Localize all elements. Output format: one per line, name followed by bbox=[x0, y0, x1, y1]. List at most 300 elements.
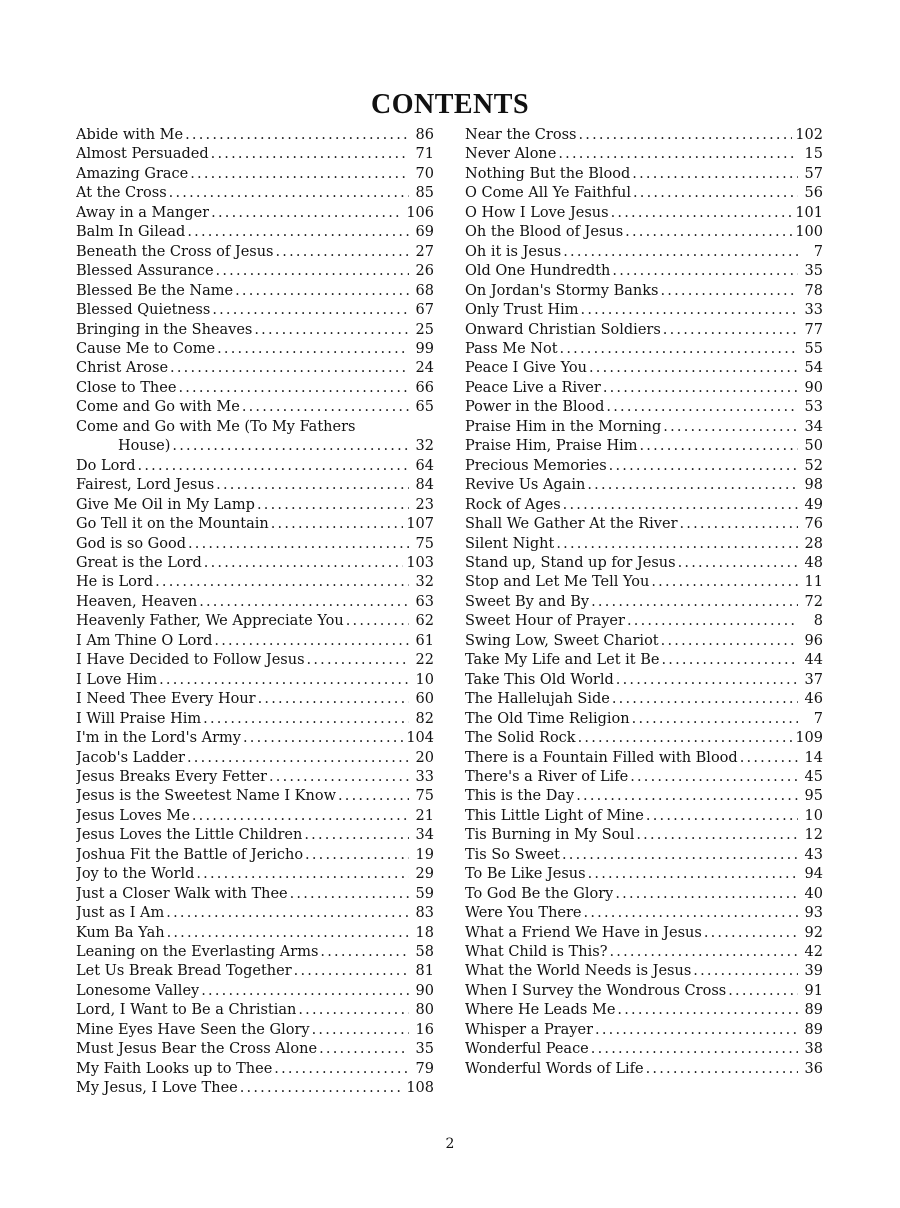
toc-entry-title: At the Cross bbox=[76, 185, 167, 202]
toc-entry bbox=[76, 904, 434, 923]
toc-entry bbox=[76, 671, 434, 690]
toc-entry-title: Where He Leads Me bbox=[465, 1002, 616, 1019]
toc-entry-page: 34 bbox=[804, 418, 823, 435]
toc-entry-title: Away in a Manger bbox=[76, 204, 210, 221]
toc-entry bbox=[76, 515, 434, 534]
toc-entry bbox=[465, 515, 823, 534]
toc-entry-title: Wonderful Words of Life bbox=[465, 1060, 644, 1077]
toc-entry-title: What a Friend We Have in Jesus bbox=[465, 924, 702, 941]
toc-entry bbox=[76, 379, 434, 398]
dot-leader bbox=[155, 573, 409, 592]
toc-entry bbox=[465, 1001, 823, 1020]
toc-entry-title: I Need Thee Every Hour bbox=[76, 691, 256, 708]
toc-entry-title: Great is the Lord bbox=[76, 554, 202, 571]
toc-entry-title: Sweet By and By bbox=[465, 593, 590, 610]
toc-entry-page: 80 bbox=[415, 1002, 434, 1019]
dot-leader bbox=[290, 885, 409, 904]
toc-entry-page: 93 bbox=[804, 905, 823, 922]
toc-entry bbox=[76, 1040, 434, 1059]
dot-leader bbox=[240, 1079, 404, 1098]
toc-entry-title: Jesus Loves the Little Children bbox=[76, 827, 303, 844]
toc-entry bbox=[465, 145, 823, 164]
dot-leader bbox=[627, 612, 798, 631]
toc-entry-title: This Little Light of Mine bbox=[465, 807, 644, 824]
toc-entry bbox=[76, 749, 434, 768]
toc-entry-page: 7 bbox=[813, 243, 823, 260]
toc-entry bbox=[465, 1021, 823, 1040]
dot-leader bbox=[235, 282, 409, 301]
toc-entry-title: What the World Needs is Jesus bbox=[465, 963, 692, 980]
toc-entry-title: Blessed Be the Name bbox=[76, 282, 234, 299]
dot-leader bbox=[660, 282, 798, 301]
toc-entry bbox=[76, 826, 434, 845]
toc-entry bbox=[465, 632, 823, 651]
toc-entry-page: 95 bbox=[804, 788, 823, 805]
toc-entry-title: Cause Me to Come bbox=[76, 340, 216, 357]
dot-leader bbox=[170, 359, 409, 378]
toc-entry bbox=[465, 126, 823, 145]
toc-entry-title: Abide with Me bbox=[76, 127, 184, 143]
toc-entry bbox=[76, 340, 434, 359]
dot-leader bbox=[663, 321, 798, 340]
toc-entry-title: Pass Me Not bbox=[465, 340, 558, 357]
dot-leader bbox=[663, 418, 798, 437]
toc-entry-title: Swing Low, Sweet Chariot bbox=[465, 632, 659, 649]
toc-entry-page: 16 bbox=[415, 1021, 434, 1038]
toc-entry bbox=[76, 476, 434, 495]
toc-entry-page: 83 bbox=[415, 905, 434, 922]
toc-entry-page: 54 bbox=[804, 360, 823, 377]
toc-entry-page: 36 bbox=[804, 1060, 823, 1077]
toc-entry-title: Praise Him in the Morning bbox=[465, 418, 662, 435]
dot-leader bbox=[216, 476, 409, 495]
toc-entry bbox=[76, 690, 434, 709]
dot-leader bbox=[728, 982, 798, 1001]
toc-entry-page: 56 bbox=[804, 185, 823, 202]
toc-entry-title: Let Us Break Bread Together bbox=[76, 963, 292, 980]
toc-entry bbox=[465, 301, 823, 320]
dot-leader bbox=[615, 885, 798, 904]
toc-entry bbox=[76, 359, 434, 378]
toc-entry-title: Onward Christian Soldiers bbox=[465, 321, 661, 338]
toc-entry-page: 64 bbox=[415, 457, 434, 474]
dot-leader bbox=[203, 710, 409, 729]
toc-entry bbox=[76, 632, 434, 651]
dot-leader bbox=[630, 768, 798, 787]
toc-entry-title: What Child is This? bbox=[465, 944, 608, 961]
toc-entry bbox=[465, 807, 823, 826]
toc-entry-title: Wonderful Peace bbox=[465, 1041, 589, 1058]
toc-entry bbox=[76, 1001, 434, 1020]
toc-entry-title: Heavenly Father, We Appreciate You bbox=[76, 613, 344, 630]
toc-entry bbox=[465, 982, 823, 1001]
dot-leader bbox=[217, 340, 409, 359]
toc-entry-title-continued: House) bbox=[118, 438, 171, 455]
dot-leader bbox=[633, 184, 798, 203]
toc-entry-page: 35 bbox=[415, 1041, 434, 1058]
toc-entry-title: Oh the Blood of Jesus bbox=[465, 224, 624, 241]
toc-entry-title: Mine Eyes Have Seen the Glory bbox=[76, 1021, 310, 1038]
dot-leader bbox=[178, 379, 409, 398]
toc-entry-title: Jesus is the Sweetest Name I Know bbox=[76, 788, 336, 805]
toc-entry-title: Amazing Grace bbox=[76, 165, 189, 182]
toc-entry-page: 46 bbox=[804, 691, 823, 708]
toc-entry-page: 85 bbox=[415, 185, 434, 202]
dot-leader bbox=[625, 223, 792, 242]
toc-entry-title: Balm In Gilead bbox=[76, 224, 186, 241]
dot-leader bbox=[651, 573, 798, 592]
dot-leader bbox=[617, 1001, 798, 1020]
toc-entry bbox=[76, 710, 434, 729]
toc-entry-page: 39 bbox=[804, 963, 823, 980]
toc-entry-title: Sweet Hour of Prayer bbox=[465, 613, 625, 630]
dot-leader bbox=[576, 787, 798, 806]
toc-entry-title: I'm in the Lord's Army bbox=[76, 730, 241, 747]
toc-entry-page: 35 bbox=[804, 263, 823, 280]
dot-leader bbox=[169, 184, 409, 203]
toc-entry-title: When I Survey the Wondrous Cross bbox=[465, 982, 727, 999]
toc-entry bbox=[465, 865, 823, 884]
toc-entry-title: Peace I Give You bbox=[465, 360, 587, 377]
toc-entry bbox=[465, 885, 823, 904]
dot-leader bbox=[609, 943, 798, 962]
toc-entry bbox=[76, 321, 434, 340]
toc-entry-title: I Love Him bbox=[76, 671, 158, 688]
toc-entry bbox=[76, 282, 434, 301]
toc-entry-page: 34 bbox=[415, 827, 434, 844]
toc-entry-page: 71 bbox=[415, 146, 434, 163]
toc-entry bbox=[465, 593, 823, 612]
toc-entry-page: 75 bbox=[415, 535, 434, 552]
dot-leader bbox=[214, 632, 409, 651]
dot-leader bbox=[558, 145, 798, 164]
toc-entry-page: 11 bbox=[804, 574, 823, 591]
toc-entry bbox=[76, 535, 434, 554]
dot-leader bbox=[190, 165, 409, 184]
toc-entry-title: Never Alone bbox=[465, 146, 557, 163]
toc-entry-page: 94 bbox=[804, 866, 823, 883]
toc-entry bbox=[76, 418, 434, 457]
toc-entry bbox=[76, 1021, 434, 1040]
toc-entry-page: 50 bbox=[804, 438, 823, 455]
dot-leader bbox=[693, 962, 798, 981]
toc-entry-title: Beneath the Cross of Jesus bbox=[76, 243, 274, 260]
toc-entry-title: Jesus Loves Me bbox=[76, 807, 190, 824]
toc-entry-page: 18 bbox=[415, 924, 434, 941]
toc-entry-title: Take My Life and Let it Be bbox=[465, 652, 660, 669]
toc-entry-title: Give Me Oil in My Lamp bbox=[76, 496, 255, 513]
toc-entry bbox=[76, 573, 434, 592]
toc-entry bbox=[76, 768, 434, 787]
toc-entry bbox=[76, 612, 434, 631]
toc-entry-title: O How I Love Jesus bbox=[465, 204, 609, 221]
toc-entry bbox=[76, 865, 434, 884]
toc-entry bbox=[76, 787, 434, 806]
dot-leader bbox=[578, 729, 793, 748]
toc-right-column bbox=[465, 126, 823, 1079]
toc-entry-page: 108 bbox=[406, 1080, 434, 1097]
toc-entry-page: 91 bbox=[804, 982, 823, 999]
toc-entry-title: Fairest, Lord Jesus bbox=[76, 477, 215, 494]
toc-entry-title: I Will Praise Him bbox=[76, 710, 202, 727]
toc-entry bbox=[465, 904, 823, 923]
toc-entry bbox=[465, 223, 823, 242]
toc-entry bbox=[76, 729, 434, 748]
dot-leader bbox=[276, 243, 410, 262]
toc-entry-page: 101 bbox=[795, 204, 823, 221]
dot-leader bbox=[242, 398, 409, 417]
toc-entry-page: 104 bbox=[406, 730, 434, 747]
toc-entry-title: Heaven, Heaven bbox=[76, 593, 198, 610]
toc-entry-title: I Have Decided to Follow Jesus bbox=[76, 652, 305, 669]
toc-entry-title: Just as I Am bbox=[76, 905, 165, 922]
toc-entry-title: Lord, I Want to Be a Christian bbox=[76, 1002, 297, 1019]
toc-entry bbox=[76, 982, 434, 1001]
toc-entry-page: 14 bbox=[804, 749, 823, 766]
toc-entry bbox=[76, 301, 434, 320]
toc-entry-page: 70 bbox=[415, 165, 434, 182]
toc-entry-title: Whisper a Prayer bbox=[465, 1021, 594, 1038]
dot-leader bbox=[640, 437, 799, 456]
dot-leader bbox=[591, 1040, 798, 1059]
dot-leader bbox=[269, 768, 409, 787]
toc-entry-title: Jacob's Ladder bbox=[76, 749, 185, 766]
toc-entry-title: Silent Night bbox=[465, 535, 555, 552]
dot-leader bbox=[616, 671, 798, 690]
toc-entry bbox=[465, 787, 823, 806]
toc-entry-page: 59 bbox=[415, 885, 434, 902]
toc-entry bbox=[76, 243, 434, 262]
toc-entry-page: 49 bbox=[804, 496, 823, 513]
toc-entry bbox=[76, 1060, 434, 1079]
dot-leader bbox=[201, 982, 409, 1001]
toc-entry-page: 99 bbox=[415, 340, 434, 357]
toc-entry-page: 53 bbox=[804, 399, 823, 416]
toc-entry bbox=[465, 457, 823, 476]
toc-entry-page: 89 bbox=[804, 1021, 823, 1038]
toc-entry-title: Praise Him, Praise Him bbox=[465, 438, 638, 455]
dot-leader bbox=[609, 457, 798, 476]
dot-leader bbox=[589, 359, 798, 378]
toc-entry-page: 23 bbox=[415, 496, 434, 513]
dot-leader bbox=[588, 865, 798, 884]
toc-entry-title: My Faith Looks up to Thee bbox=[76, 1060, 273, 1077]
toc-entry-title: Almost Persuaded bbox=[76, 146, 209, 163]
dot-leader bbox=[243, 729, 403, 748]
toc-entry-page: 44 bbox=[804, 652, 823, 669]
toc-entry-title: Only Trust Him bbox=[465, 302, 579, 319]
toc-entry bbox=[76, 962, 434, 981]
toc-entry-page: 102 bbox=[795, 127, 823, 143]
toc-entry bbox=[465, 651, 823, 670]
toc-entry-title: Near the Cross bbox=[465, 127, 577, 143]
toc-entry-title: God is so Good bbox=[76, 535, 186, 552]
toc-entry-title: The Old Time Religion bbox=[465, 710, 630, 727]
toc-entry bbox=[465, 262, 823, 281]
toc-entry-page: 100 bbox=[795, 224, 823, 241]
toc-entry bbox=[465, 282, 823, 301]
toc-entry-page: 8 bbox=[813, 613, 823, 630]
toc-entry bbox=[465, 496, 823, 515]
dot-leader bbox=[319, 1040, 409, 1059]
dot-leader bbox=[611, 204, 793, 223]
toc-entry-title: He is Lord bbox=[76, 574, 154, 591]
toc-entry bbox=[76, 223, 434, 242]
dot-leader bbox=[320, 943, 409, 962]
toc-entry bbox=[465, 359, 823, 378]
toc-entry-page: 61 bbox=[415, 632, 434, 649]
toc-entry bbox=[76, 496, 434, 515]
dot-leader bbox=[271, 515, 404, 534]
toc-entry-page: 33 bbox=[804, 302, 823, 319]
dot-leader bbox=[591, 593, 798, 612]
dot-leader bbox=[646, 807, 798, 826]
dot-leader bbox=[254, 321, 409, 340]
dot-leader bbox=[257, 496, 409, 515]
toc-entry-page: 76 bbox=[804, 516, 823, 533]
toc-entry-page: 90 bbox=[415, 982, 434, 999]
toc-entry-page: 106 bbox=[406, 204, 434, 221]
toc-entry bbox=[465, 729, 823, 748]
toc-entry bbox=[465, 710, 823, 729]
toc-entry-page: 84 bbox=[415, 477, 434, 494]
toc-entry-title: Tis Burning in My Soul bbox=[465, 827, 635, 844]
toc-entry-page: 22 bbox=[415, 652, 434, 669]
toc-entry-page: 57 bbox=[804, 165, 823, 182]
toc-entry bbox=[76, 262, 434, 281]
toc-entry-page: 26 bbox=[415, 263, 434, 280]
toc-entry-page: 81 bbox=[415, 963, 434, 980]
toc-entry-title: Bringing in the Sheaves bbox=[76, 321, 253, 338]
toc-entry-page: 19 bbox=[415, 846, 434, 863]
toc-entry-title: Joshua Fit the Battle of Jericho bbox=[76, 846, 304, 863]
dot-leader bbox=[307, 651, 409, 670]
toc-entry bbox=[465, 962, 823, 981]
dot-leader bbox=[338, 787, 409, 806]
toc-entry bbox=[76, 807, 434, 826]
toc-entry bbox=[465, 535, 823, 554]
dot-leader bbox=[172, 437, 409, 456]
toc-entry-page: 75 bbox=[415, 788, 434, 805]
toc-entry-title: Power in the Blood bbox=[465, 399, 605, 416]
toc-entry-page: 15 bbox=[804, 146, 823, 163]
toc-entry-page: 45 bbox=[804, 768, 823, 785]
dot-leader bbox=[581, 301, 798, 320]
toc-entry-title: Stop and Let Me Tell You bbox=[465, 574, 650, 591]
toc-entry-page: 25 bbox=[415, 321, 434, 338]
toc-entry-page: 90 bbox=[804, 379, 823, 396]
toc-entry bbox=[465, 165, 823, 184]
toc-entry-page: 86 bbox=[415, 127, 434, 143]
dot-leader bbox=[584, 904, 798, 923]
toc-entry bbox=[465, 690, 823, 709]
dot-leader bbox=[661, 651, 798, 670]
dot-leader bbox=[274, 1060, 409, 1079]
toc-entry bbox=[465, 671, 823, 690]
toc-entry-title: Christ Arose bbox=[76, 360, 169, 377]
toc-entry-page: 92 bbox=[804, 924, 823, 941]
dot-leader bbox=[563, 496, 798, 515]
toc-entry bbox=[76, 145, 434, 164]
toc-entry bbox=[465, 321, 823, 340]
dot-leader bbox=[192, 807, 409, 826]
toc-entry-title: Rock of Ages bbox=[465, 496, 561, 513]
toc-entry-page: 55 bbox=[804, 340, 823, 357]
toc-entry-page: 67 bbox=[415, 302, 434, 319]
dot-leader bbox=[258, 690, 409, 709]
toc-entry-title: Close to Thee bbox=[76, 379, 177, 396]
page-title: CONTENTS bbox=[370, 88, 530, 120]
dot-leader bbox=[196, 865, 409, 884]
toc-entry-title: The Hallelujah Side bbox=[465, 691, 610, 708]
toc-entry-page: 20 bbox=[415, 749, 434, 766]
dot-leader bbox=[562, 846, 798, 865]
toc-entry-title: Revive Us Again bbox=[465, 477, 586, 494]
toc-entry-title: Do Lord bbox=[76, 457, 136, 474]
toc-entry bbox=[76, 554, 434, 573]
dot-leader bbox=[632, 165, 798, 184]
toc-entry-page: 43 bbox=[804, 846, 823, 863]
toc-entry bbox=[465, 943, 823, 962]
dot-leader bbox=[556, 535, 798, 554]
toc-entry-title: Take This Old World bbox=[465, 671, 614, 688]
toc-entry-page: 42 bbox=[804, 944, 823, 961]
dot-leader bbox=[159, 671, 409, 690]
toc-entry-page: 37 bbox=[804, 671, 823, 688]
toc-entry bbox=[465, 204, 823, 223]
toc-entry bbox=[76, 457, 434, 476]
toc-entry bbox=[465, 573, 823, 592]
toc-entry-title: Come and Go with Me (To My Fathers bbox=[76, 418, 356, 435]
toc-entry-title: Oh it is Jesus bbox=[465, 243, 562, 260]
toc-entry-page: 65 bbox=[415, 399, 434, 416]
dot-leader bbox=[166, 904, 409, 923]
toc-entry-page: 66 bbox=[415, 379, 434, 396]
toc-entry-page: 28 bbox=[804, 535, 823, 552]
dot-leader bbox=[680, 515, 799, 534]
page-number: 2 bbox=[445, 1136, 455, 1152]
toc-entry-page: 10 bbox=[804, 807, 823, 824]
toc-entry-title: The Solid Rock bbox=[465, 730, 576, 747]
toc-entry-title: Jesus Breaks Every Fetter bbox=[76, 768, 267, 785]
toc-entry-title: Were You There bbox=[465, 905, 582, 922]
dot-leader bbox=[740, 749, 798, 768]
toc-entry-title: To Be Like Jesus bbox=[465, 866, 586, 883]
toc-entry-page: 24 bbox=[415, 360, 434, 377]
toc-entry-page: 68 bbox=[415, 282, 434, 299]
toc-entry-page: 32 bbox=[415, 574, 434, 591]
toc-entry bbox=[465, 243, 823, 262]
toc-entry-page: 60 bbox=[415, 691, 434, 708]
toc-entry-title: Shall We Gather At the River bbox=[465, 516, 678, 533]
toc-entry bbox=[465, 924, 823, 943]
dot-leader bbox=[636, 826, 798, 845]
toc-entry-title: Old One Hundredth bbox=[465, 263, 611, 280]
dot-leader bbox=[646, 1060, 798, 1079]
toc-entry-page: 7 bbox=[813, 710, 823, 727]
dot-leader bbox=[346, 612, 409, 631]
toc-entry bbox=[76, 846, 434, 865]
toc-entry-title: Come and Go with Me bbox=[76, 399, 240, 416]
dot-leader bbox=[632, 710, 798, 729]
toc-entry-page: 58 bbox=[415, 944, 434, 961]
toc-entry-title: Must Jesus Bear the Cross Alone bbox=[76, 1041, 318, 1058]
dot-leader bbox=[185, 126, 409, 145]
toc-entry-title: Tis So Sweet bbox=[465, 846, 560, 863]
toc-entry bbox=[465, 340, 823, 359]
toc-entry bbox=[76, 924, 434, 943]
toc-entry-title: Blessed Assurance bbox=[76, 263, 214, 280]
